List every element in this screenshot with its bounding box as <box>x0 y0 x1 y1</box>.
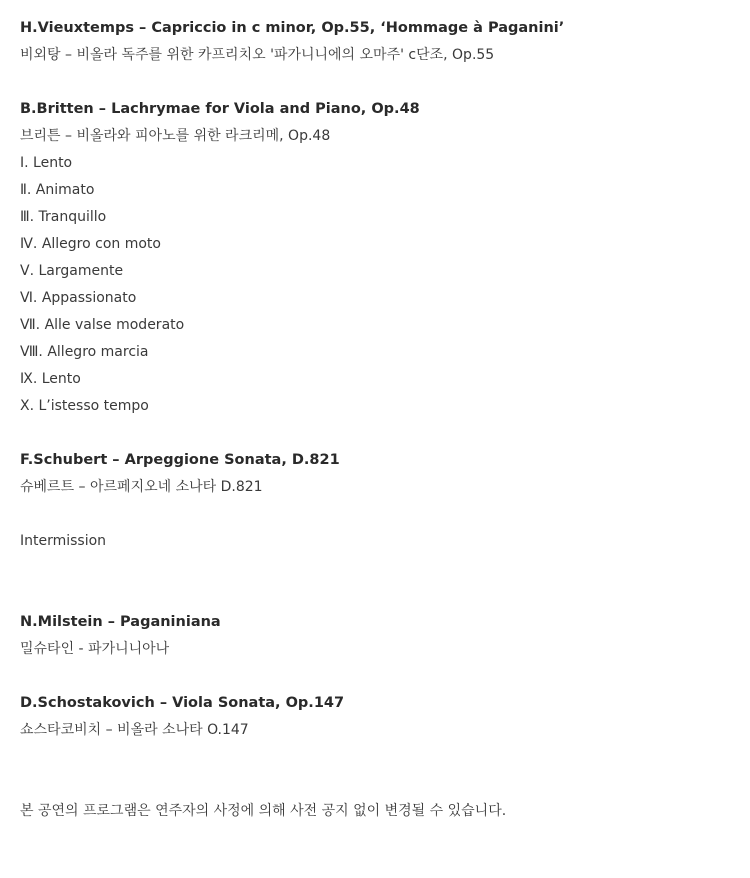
spacer <box>20 582 730 609</box>
piece-korean-shostakovich: 쇼스타코비치 – 비올라 소나타 O.147 <box>20 722 249 738</box>
movement-7: Ⅶ. Alle valse moderato <box>20 317 185 333</box>
piece-korean-milstein: 밀슈타인 - 파가니니아나 <box>20 641 170 657</box>
movement-8: Ⅷ. Allegro marcia <box>20 344 149 360</box>
intermission-label: Intermission <box>20 533 107 549</box>
piece-korean-vieuxtemps: 비외탕 – 비올라 독주를 위한 카프리치오 '파가니니에의 오마주' c단조, Op.55 <box>20 47 495 63</box>
spacer <box>20 771 730 798</box>
piece-title-vieuxtemps: H.Vieuxtemps – Capriccio in c minor, Op.55, ‘Hommage à Paganini’ <box>20 20 565 36</box>
spacer <box>20 744 730 771</box>
spacer <box>20 420 730 447</box>
movement-5: Ⅴ. Largamente <box>20 263 124 279</box>
spacer <box>20 501 730 528</box>
movement-4: Ⅳ. Allegro con moto <box>20 236 161 252</box>
program-list <box>20 15 730 825</box>
program-change-notice: 본 공연의 프로그램은 연주자의 사정에 의해 사전 공지 없이 변경될 수 있습니다. <box>20 803 507 819</box>
movement-1: Ⅰ. Lento <box>20 155 73 171</box>
piece-title-milstein: N.Milstein – Paganiniana <box>20 614 221 630</box>
spacer <box>20 69 730 96</box>
spacer <box>20 555 730 582</box>
movement-6: Ⅵ. Appassionato <box>20 290 137 306</box>
movement-2: Ⅱ. Animato <box>20 182 95 198</box>
spacer <box>20 663 730 690</box>
piece-korean-britten: 브리튼 – 비올라와 피아노를 위한 라크리메, Op.48 <box>20 128 331 144</box>
piece-korean-schubert: 슈베르트 – 아르페지오네 소나타 D.821 <box>20 479 263 495</box>
movement-3: Ⅲ. Tranquillo <box>20 209 107 225</box>
piece-title-britten: B.Britten – Lachrymae for Viola and Piano, Op.48 <box>20 101 420 117</box>
movement-10: Ⅹ. L’istesso tempo <box>20 398 149 414</box>
movement-9: Ⅸ. Lento <box>20 371 81 387</box>
piece-title-schubert: F.Schubert – Arpeggione Sonata, D.821 <box>20 452 340 468</box>
piece-title-shostakovich: D.Schostakovich – Viola Sonata, Op.147 <box>20 695 345 711</box>
